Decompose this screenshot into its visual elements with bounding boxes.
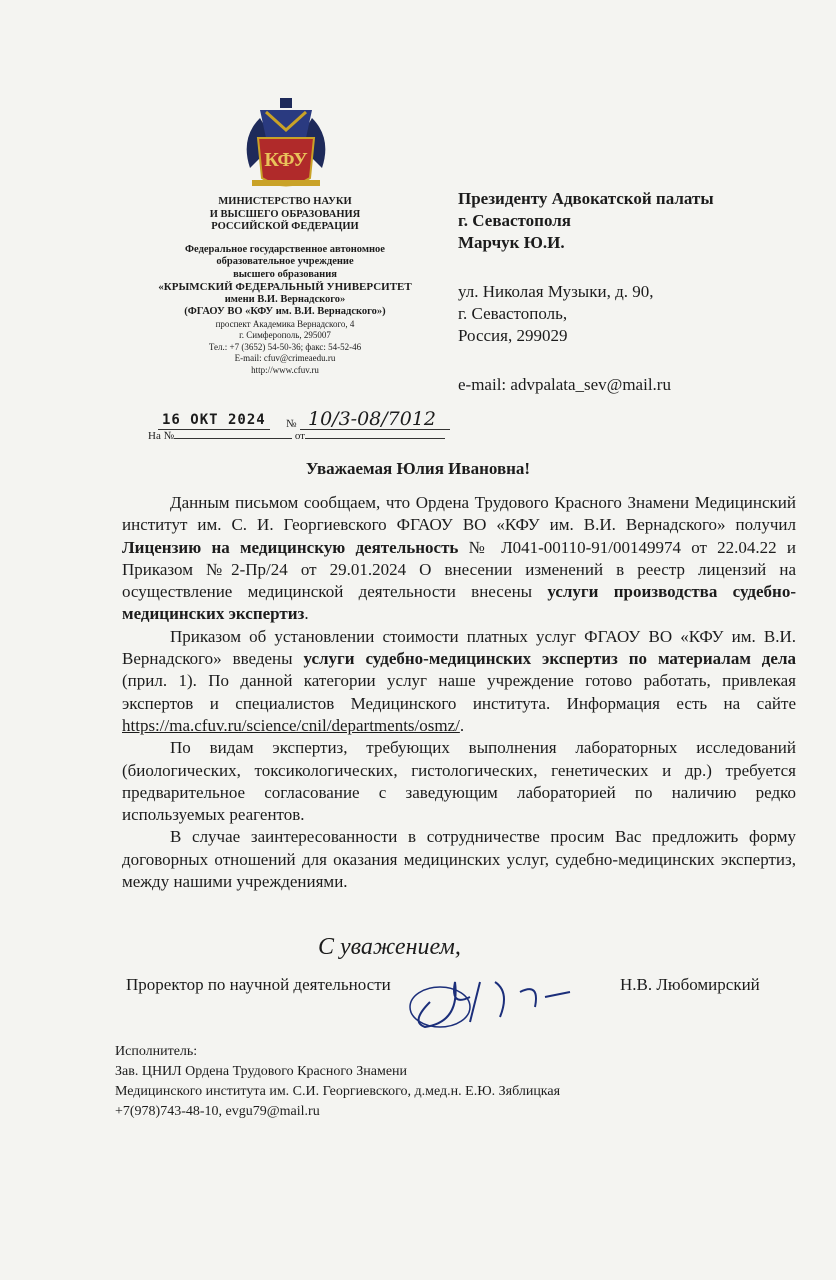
addressee-line: Президенту Адвокатской палаты (458, 189, 714, 208)
number-label: № (286, 418, 297, 430)
addressee-line: Марчук Ю.И. (458, 233, 565, 252)
org-line: высшего образования (233, 268, 337, 280)
handwritten-number: 10/3-08/7012 (308, 408, 437, 430)
addressee-address: г. Севастополь, (458, 304, 568, 323)
closing-regards: С уважением, (318, 934, 461, 960)
university-name: «КРЫМСКИЙ ФЕДЕРАЛЬНЫЙ УНИВЕРСИТЕТ (158, 281, 412, 293)
addressee-address: ул. Николая Музыки, д. 90, (458, 282, 654, 301)
salutation: Уважаемая Юлия Ивановна! (305, 459, 531, 478)
crest-text: КФУ (264, 149, 308, 171)
ministry-line: МИНИСТЕРСТВО НАУКИ (218, 196, 352, 207)
executor-block (115, 1042, 560, 1122)
executor-line: Зав. ЦНИЛ Ордена Трудового Красного Знамени (115, 1064, 408, 1079)
na-label: На № (148, 430, 175, 442)
org-line: образовательное учреждение (216, 256, 354, 267)
paragraph-4: В случае заинтересованности в сотрудничестве просим Вас предложить форму договорных отношений для оказания медицинских услуг, судебно-медицинских экспертиз, между нашими учреждениями. (122, 827, 796, 892)
paragraph-1: Данным письмом сообщаем, что Ордена Трудового Красного Знамени Медицинский институт им. С. И. Георгиевского ФГАОУ ВО «КФУ им. В.И. Вернадского» получил Лицензию на медицинскую деятельность № Л041-00110-91/00149974 от 22.04.22 и Приказом №2-Пр/24 от 29.01.2024 О внесении изменений в реестр лицензий на осуществление медицинской деятельности внесены услуги производства судебно-медицинских экспертиз. (122, 493, 797, 624)
phone-line: Тел.: +7 (3652) 54-50-36; факс: 54-52-46 (208, 341, 362, 352)
web-line: http://www.cfuv.ru (251, 364, 319, 375)
ministry-line: РОССИЙСКОЙ ФЕДЕРАЦИИ (211, 221, 359, 232)
university-named-after: имени В.И. Вернадского» (224, 293, 346, 305)
executor-label: Исполнитель: (115, 1044, 198, 1059)
org-line: Федеральное государственное автономное (185, 243, 385, 255)
addressee-block (458, 188, 714, 396)
ot-label: от (294, 430, 305, 442)
letter-body (122, 492, 796, 893)
reference-line (148, 430, 448, 442)
handwritten-signature (400, 962, 580, 1032)
signer-name: Н.В. Любомирский (620, 975, 760, 994)
addressee-address: Россия, 299029 (458, 326, 568, 345)
executor-line: Медицинского института им. С.И. Георгиевского, д.мед.н. Е.Ю. Зяблицкая (115, 1084, 561, 1099)
paragraph-2: Приказом об установлении стоимости платных услуг ФГАОУ ВО «КФУ им. В.И. Вернадского» введены услуги судебно-медицинских экспертиз по материалам дела (прил. 1). По данной категории услуг наше учреждение готово работать, привлекая экспертов и специалистов Медицинского института. Информация есть на сайте https://ma.cfuv.ru/science/cnil/departments/osmz/. (122, 626, 796, 735)
address-line: проспект Академика Вернадского, 4 (215, 318, 355, 329)
date-stamp: 16 ОКТ 2024 (162, 412, 266, 428)
university-abbr: (ФГАОУ ВО «КФУ им. В.И. Вернадского») (184, 306, 386, 317)
executor-contact: +7(978)743-48-10, evgu79@mail.ru (115, 1104, 320, 1119)
letterhead-block (130, 196, 440, 376)
paragraph-3: По видам экспертиз, требующих выполнения лабораторных исследований (биологических, токсикологических, гистологических, генетических и др.) требуется предварительное согласование с заведующим лабораторией по наличию редко используемых реагентов. (122, 738, 796, 825)
signer-title: Проректор по научной деятельности (126, 975, 391, 994)
registration-line (148, 408, 448, 446)
addressee-line: г. Севастополя (458, 211, 571, 230)
address-line: г. Симферополь, 295007 (239, 330, 331, 340)
email-line: E-mail: cfuv@crimeaedu.ru (234, 353, 336, 363)
ministry-line: И ВЫСШЕГО ОБРАЗОВАНИЯ (209, 208, 361, 220)
addressee-email: e-mail: advpalata_sev@mail.ru (458, 375, 671, 394)
website-link[interactable]: https://ma.cfuv.ru/science/cnil/departments/osmz/ (122, 715, 460, 735)
university-crest-logo (230, 98, 342, 193)
